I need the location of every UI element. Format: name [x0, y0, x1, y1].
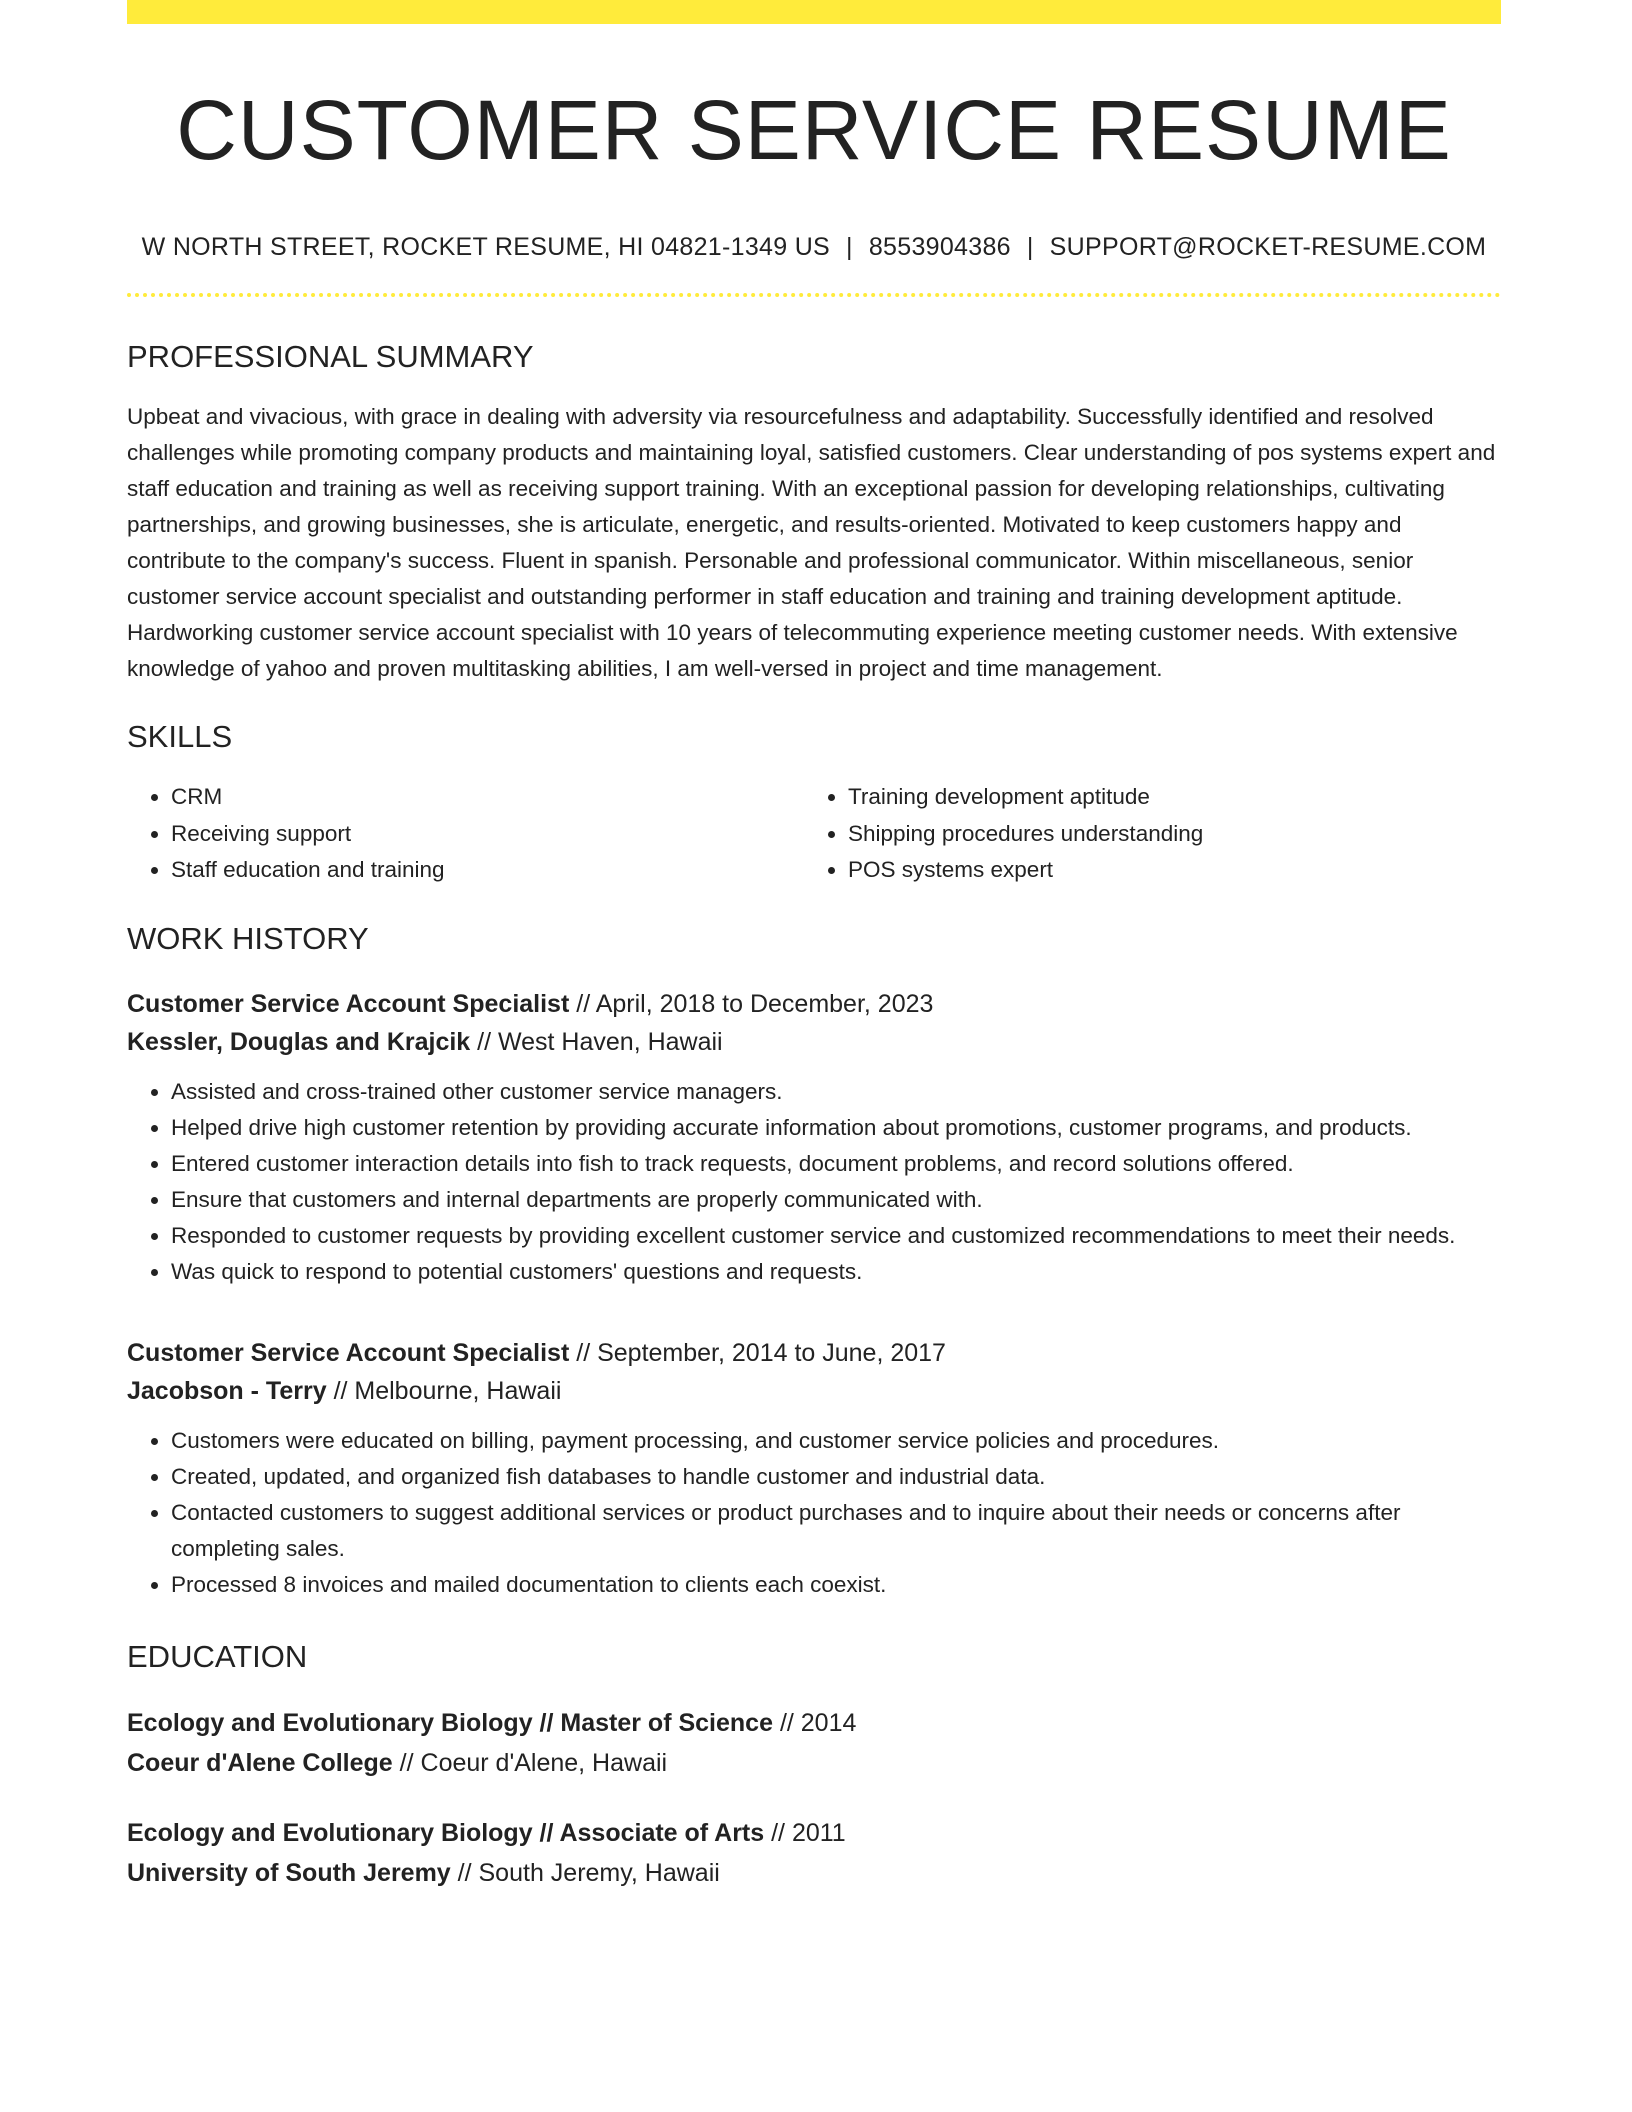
skills-heading: SKILLS	[127, 719, 233, 754]
education-location: // Coeur d'Alene, Hawaii	[399, 1748, 668, 1777]
education-degree-line	[127, 1813, 1501, 1853]
job-bullet: • Helped drive high customer retention by providing accurate information about promotions, customer programs, and products.	[171, 1110, 1501, 1146]
resume-title: CUSTOMER SERVICE RESUME	[176, 83, 1452, 177]
job-bullet: • Assisted and cross-trained other customer service managers.	[171, 1074, 1501, 1110]
skill-item: • Staff education and training	[171, 852, 804, 889]
job-bullets	[127, 1423, 1501, 1603]
work-history-heading: WORK HISTORY	[127, 920, 369, 956]
skills-column-right	[804, 779, 1481, 889]
job-company-line	[127, 1372, 1501, 1410]
education-year: // 2011	[771, 1818, 846, 1847]
job-entry	[127, 985, 1501, 1290]
job-company: Kessler, Douglas and Krajcik	[127, 1027, 471, 1056]
job-bullet: • Was quick to respond to potential customers' questions and requests.	[171, 1254, 1501, 1290]
education-school-line	[127, 1743, 1501, 1783]
contact-separator: |	[846, 233, 853, 261]
contact-address: W NORTH STREET, ROCKET RESUME, HI 04821-1349 US	[141, 233, 831, 261]
job-location: // Melbourne, Hawaii	[333, 1376, 562, 1405]
resume-content	[127, 24, 1501, 1893]
skill-item: • POS systems expert	[848, 852, 1481, 889]
job-bullet: • Entered customer interaction details into fish to track requests, document problems, and record solutions offered.	[171, 1146, 1501, 1182]
job-entry	[127, 1334, 1501, 1603]
job-dates: // April, 2018 to December, 2023	[576, 989, 934, 1018]
education-degree-line	[127, 1703, 1501, 1743]
education-location: // South Jeremy, Hawaii	[457, 1858, 720, 1887]
job-company: Jacobson - Terry	[127, 1376, 327, 1405]
skills-list	[127, 779, 1501, 889]
education-school: Coeur d'Alene College	[127, 1748, 393, 1777]
contact-email: SUPPORT@ROCKET-RESUME.COM	[1049, 233, 1487, 261]
skill-item: • CRM	[171, 779, 804, 816]
top-accent-bar	[127, 0, 1501, 24]
job-bullet: • Processed 8 invoices and mailed documentation to clients each coexist.	[171, 1567, 1501, 1603]
contact-separator: |	[1026, 233, 1034, 261]
education-school-line	[127, 1853, 1501, 1893]
education-degree: Ecology and Evolutionary Biology // Associate of Arts	[127, 1818, 765, 1847]
job-location: // West Haven, Hawaii	[477, 1027, 723, 1056]
job-title-line	[127, 1334, 1501, 1372]
skill-item: • Receiving support	[171, 816, 804, 853]
job-bullet: • Ensure that customers and internal departments are properly communicated with.	[171, 1182, 1501, 1218]
education-entry	[127, 1813, 1501, 1893]
education-school: University of South Jeremy	[127, 1858, 451, 1887]
job-bullet: • Responded to customer requests by providing excellent customer service and customized recommendations to meet their needs.	[171, 1218, 1501, 1254]
education-entry	[127, 1703, 1501, 1783]
education-heading: EDUCATION	[127, 1638, 308, 1674]
job-dates: // September, 2014 to June, 2017	[576, 1338, 946, 1367]
education-degree: Ecology and Evolutionary Biology // Master of Science	[127, 1708, 773, 1737]
summary-heading: PROFESSIONAL SUMMARY	[127, 339, 534, 374]
job-title: Customer Service Account Specialist	[127, 989, 570, 1018]
job-title: Customer Service Account Specialist	[127, 1338, 570, 1367]
skill-item: • Training development aptitude	[848, 779, 1481, 816]
summary-text: Upbeat and vivacious, with grace in dealing with adversity via resourcefulness and adaptability. Successfully identified and resolved challenges while promoting company products and maintaining loyal, satisfied customers. Clear understanding of pos systems expert and staff education and training as well as receiving support training. With an exceptional passion for developing relationships, cultivating partnerships, and growing businesses, she is articulate, energetic, and results-oriented. Motivated to keep customers happy and contribute to the company's success. Fluent in spanish. Personable and professional communicator. Within miscellaneous, senior customer service account specialist and outstanding performer in staff education and training and training development aptitude. Hardworking customer service account specialist with 10 years of telecommuting experience meeting customer needs. With extensive knowledge of yahoo and proven multitasking abilities, I am well-versed in project and time management.	[127, 404, 1496, 681]
education-year: // 2014	[779, 1708, 857, 1737]
job-bullet: • Customers were educated on billing, payment processing, and customer service policies and procedures.	[171, 1423, 1501, 1459]
contact-phone: 8553904386	[868, 233, 1011, 261]
job-bullet: • Contacted customers to suggest additional services or product purchases and to inquire about their needs or concerns after completing sales.	[171, 1495, 1501, 1567]
job-title-line	[127, 985, 1501, 1023]
contact-line	[127, 232, 1501, 262]
job-company-line	[127, 1023, 1501, 1061]
skills-column-left	[127, 779, 804, 889]
job-bullet: • Created, updated, and organized fish databases to handle customer and industrial data.	[171, 1459, 1501, 1495]
header-divider	[127, 293, 1501, 297]
skill-item: • Shipping procedures understanding	[848, 816, 1481, 853]
job-bullets	[127, 1074, 1501, 1290]
